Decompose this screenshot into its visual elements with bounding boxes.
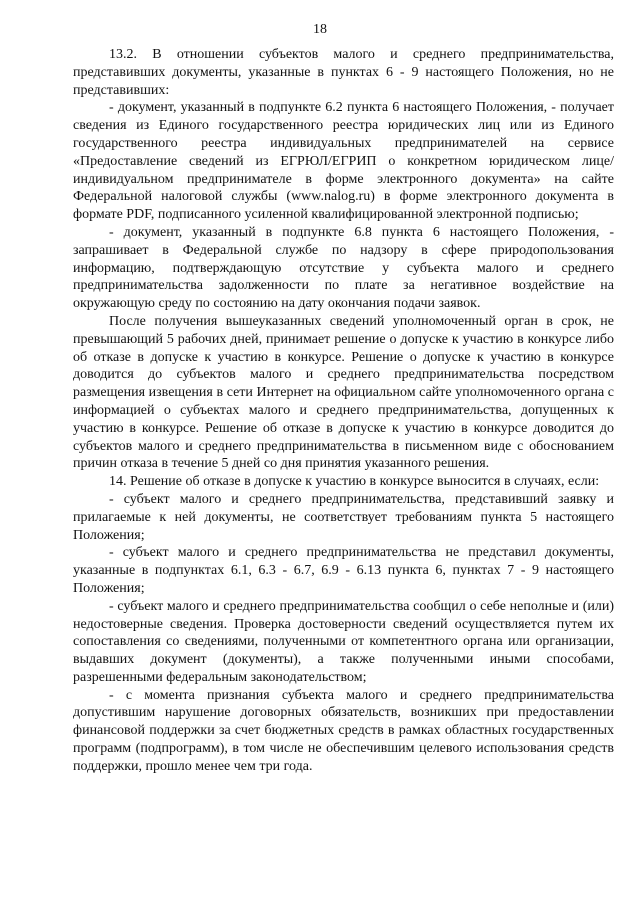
paragraph-case-2: - субъект малого и среднего предпринимательства не представил документы, указанные в подпунктах 6.1, 6.3 - 6.7, 6.9 - 6.13 пункта 6, пунктах 7 - 9 настоящего Положения;: [73, 545, 614, 596]
paragraph-decision: После получения вышеуказанных сведений уполномоченный орган в срок, не превышающий 5 рабочих дней, принимает решение о допуске к участию в конкурсе либо об отказе в допуске к участию в конкурсе. Решение о допуске к участию в конкурсе доводится до субъектов малого и среднего предпринимательства посредством размещения извещения в сети Интернет на официальном сайте уполномоченного органа с информацией о субъектах малого и среднего предпринимательства, допущенных к участию в конкурсе. Решение об отказе в допуске к участию в конкурсе доводится до субъектов малого и среднего предпринимательства в письменном виде с обоснованием причин отказа в течение 5 дней со дня принятия указанного решения.: [73, 313, 614, 472]
document-body: [73, 46, 614, 776]
paragraph-case-1: - субъект малого и среднего предпринимательства, представивший заявку и прилагаемые к ней документы, не соответствует требованиям пункта 5 настоящего Положения;: [73, 491, 614, 543]
paragraph-case-4: - с момента признания субъекта малого и среднего предпринимательства допустившим нарушение договорных обязательств, возникших при предоставлении финансовой поддержки за счет бюджетных средств в рамках областных государственных программ (подпрограмм), в том числе не обеспечившим целевого использования средств поддержки, прошло менее чем три года.: [73, 687, 614, 774]
paragraph-13-2: 13.2. В отношении субъектов малого и среднего предпринимательства, представивших документы, указанные в пунктах 6 - 9 настоящего Положения, но не представивших:: [73, 47, 614, 98]
paragraph-item-6-8: - документ, указанный в подпункте 6.8 пункта 6 настоящего Положения, - запрашивает в Федеральной службе по надзору в сфере природопользования информацию, подтверждающую отсутствие у субъекта малого и среднего предпринимательства задолженности по плате за негативное воздействие на окружающую среду по состоянию на дату окончания подачи заявок.: [73, 224, 614, 312]
paragraph-14: 14. Решение об отказе в допуске к участию в конкурсе выносится в случаях, если:: [109, 474, 600, 490]
paragraph-item-6-2: - документ, указанный в подпункте 6.2 пункта 6 настоящего Положения, - получает сведения из Единого государственного реестра юридических лиц или из Единого государственного реестра индивидуальных предпринимателей на сервисе «Предоставление сведений из ЕГРЮЛ/ЕГРИП о конкретном юридическом лице/индивидуальном предпринимателе в форме электронного документа» на сайте Федеральной налоговой службы (www.nalog.ru) в форме электронного документа в формате PDF, подписанного усиленной квалифицированной электронной подписью;: [73, 100, 614, 223]
paragraph-case-3: - субъект малого и среднего предпринимательства сообщил о себе неполные и (или) недостоверные сведения. Проверка достоверности сведений осуществляется путем их сопоставления со сведениями, полученными от компетентного органа или организации, выдавших документ (документы), а также полученными иными способами, разрешенными федеральным законодательством;: [73, 598, 614, 685]
page-number: 18: [313, 22, 327, 37]
